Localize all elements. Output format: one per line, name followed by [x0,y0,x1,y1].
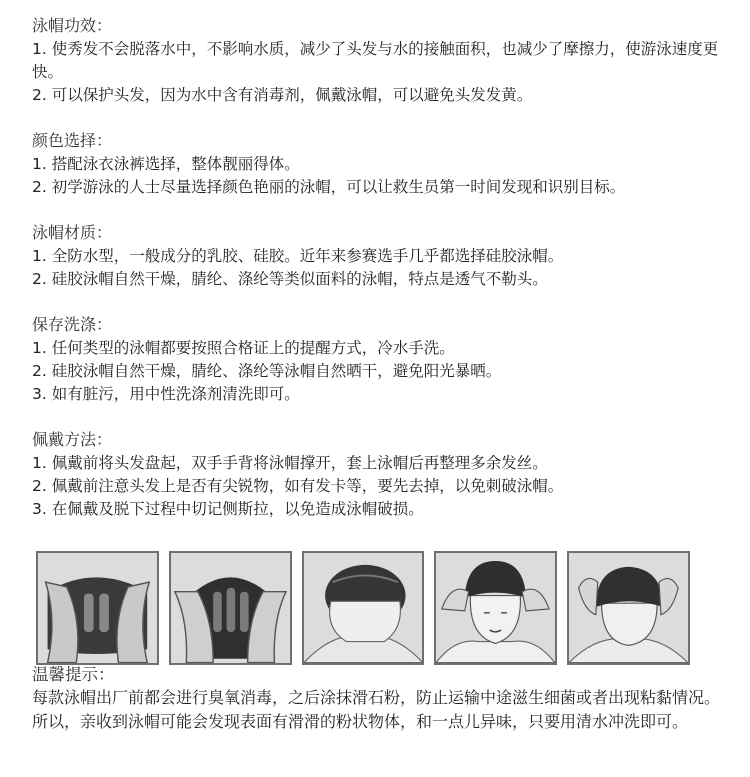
section-title: 佩戴方法： [32,430,113,449]
tips-title: 温馨提示： [32,665,115,684]
wearing-illustrations [36,551,690,665]
list-item: 2. 初学游泳的人士尽量选择颜色艳丽的泳帽，可以让救生员第一时间发现和识别目标。 [32,178,626,196]
list-item: 1. 全防水型，一般成分的乳胶、硅胶。近年来参赛选手几乎都选择硅胶泳帽。 [32,247,564,265]
tips-text: 每款泳帽出厂前都会进行臭氧消毒，之后涂抹滑石粉，防止运输中途滋生细菌或者出现粘黏情况。所以，亲收到泳帽可能会发现表面有滑滑的粉状物体，和一点儿异味，只要用清水冲洗即可。 [32,688,721,731]
section-title: 颜色选择： [32,131,113,150]
cap-on-head-icon [302,551,425,665]
section-material [32,221,732,291]
list-item: 3. 如有脏污，用中性洗涤剂清洗即可。 [32,385,300,403]
list-item: 1. 搭配泳衣泳裤选择，整体靓丽得体。 [32,155,300,173]
list-item: 3. 在佩戴及脱下过程中切记侧斯拉，以免造成泳帽破损。 [32,500,424,518]
hands-inside-cap-icon [169,551,292,665]
list-item: 2. 硅胶泳帽自然干燥，腈纶、涤纶等类似面料的泳帽，特点是透气不勒头。 [32,270,548,288]
info-sections [32,14,732,543]
section-color [32,129,732,199]
list-item: 2. 可以保护头发，因为水中含有消毒剂，佩戴泳帽，可以避免头发发黄。 [32,86,533,104]
warm-tips [32,664,732,733]
list-item: 2. 佩戴前注意头发上是否有尖锐物，如有发卡等，要先去掉，以免刺破泳帽。 [32,477,564,495]
list-item: 1. 任何类型的泳帽都要按照合格证上的提醒方式，冷水手洗。 [32,339,455,357]
section-wearing [32,428,732,521]
list-item: 2. 硅胶泳帽自然干燥，腈纶、涤纶等泳帽自然晒干，避免阳光暴晒。 [32,362,502,380]
section-title: 保存洗涤： [32,315,113,334]
adjusting-cap-icon [567,551,690,665]
section-effects [32,14,732,107]
hands-stretching-cap-icon [36,551,159,665]
person-wearing-cap-icon [434,551,557,665]
section-care [32,313,732,406]
section-title: 泳帽功效： [32,16,113,35]
list-item: 1. 使秀发不会脱落水中，不影响水质，减少了头发与水的接触面积，也减少了摩擦力，使游泳速度更快。 [32,40,719,81]
list-item: 1. 佩戴前将头发盘起，双手手背将泳帽撑开，套上泳帽后再整理多余发丝。 [32,454,548,472]
section-title: 泳帽材质： [32,223,113,242]
